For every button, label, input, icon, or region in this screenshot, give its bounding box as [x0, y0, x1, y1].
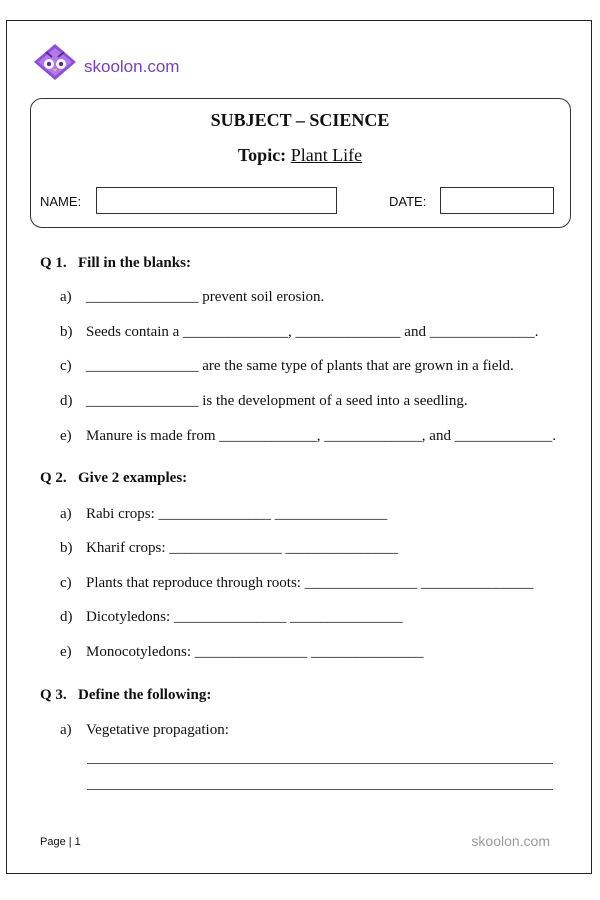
list-item: c) Plants that reproduce through roots: _______________ _______________: [60, 575, 534, 591]
brand-name: skoolon.com: [84, 57, 180, 76]
topic-line: [0, 145, 600, 166]
answer-line: [87, 789, 553, 790]
page-number: Page | 1: [40, 836, 81, 848]
list-item: e) Monocotyledons: _______________ _______________: [60, 644, 424, 660]
list-item: c) _______________ are the same type of plants that are grown in a field.: [60, 358, 514, 374]
list-item: d) Dicotyledons: _______________ _______________: [60, 609, 403, 625]
list-item: a) Vegetative propagation:: [60, 722, 229, 738]
date-label: DATE:: [389, 194, 427, 209]
question-1-title: Q 1. Fill in the blanks:: [40, 255, 191, 271]
list-item: e) Manure is made from _____________, _____________, and _____________.: [60, 428, 556, 444]
list-item: b) Seeds contain a ______________, ______________ and ______________.: [60, 324, 539, 340]
topic-value: Plant Life: [290, 145, 363, 165]
list-item: b) Kharif crops: _______________ _______________: [60, 540, 399, 556]
footer-brand: skoolon.com: [471, 833, 550, 849]
question-2-title: Q 2. Give 2 examples:: [40, 470, 188, 486]
name-field[interactable]: [96, 187, 337, 214]
topic-label: Topic:: [237, 145, 287, 165]
list-item: a) Rabi crops: _______________ _______________: [60, 506, 388, 522]
owl-logo-icon: [32, 42, 78, 82]
subject-title: SUBJECT – SCIENCE: [210, 110, 390, 130]
list-item: a) _______________ prevent soil erosion.: [60, 289, 325, 305]
answer-line: [87, 763, 553, 764]
question-3-title: Q 3. Define the following:: [40, 687, 212, 703]
date-field[interactable]: [440, 187, 554, 214]
list-item: d) _______________ is the development of a seed into a seedling.: [60, 393, 468, 409]
name-label: NAME:: [40, 194, 82, 209]
